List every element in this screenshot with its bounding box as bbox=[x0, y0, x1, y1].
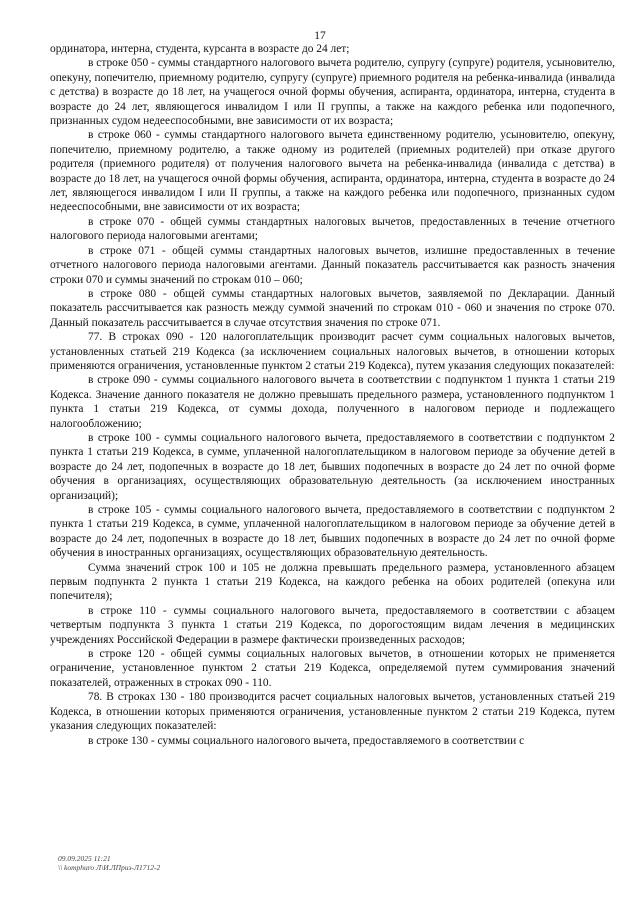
paragraph: ординатора, интерна, студента, курсанта в возрасте до 24 лет; bbox=[50, 43, 350, 55]
paragraph: в строке 071 - общей суммы стандартных налоговых вычетов, излишне предоставленных в течение отчетного налогового периода налоговыми агентами. Данный показатель рассчитывается как разность значения строки 070 и суммы значений по строкам 010 – 060; bbox=[50, 244, 615, 286]
paragraph: в строке 080 - общей суммы стандартных налоговых вычетов, заявляемой по Декларации. Данный показатель рассчитывается как разность между суммой значений по строкам 010 - 060 и значения по строке 070. Данный показатель рассчитывается в случае отсутствия значения по строке 071. bbox=[50, 287, 615, 329]
footer-file-path: \\ komphuro Л\И.ЛПриз-Л1712-2 bbox=[58, 863, 161, 872]
paragraph: Сумма значений строк 100 и 105 не должна превышать предельного размера, установленного абзацем первым подпункта 2 пункта 1 статьи 219 Кодекса, на каждого ребенка на обоих родителей (опекуна или попечителя); bbox=[50, 561, 615, 603]
paragraph: в строке 070 - общей суммы стандартных налоговых вычетов, предоставленных в течение отчетного налогового периода налоговыми агентами; bbox=[50, 215, 615, 243]
paragraph: в строке 050 - суммы стандартного налогового вычета родителю, супругу (супруге) родителя, усыновителю, опекуну, попечителю, приемному родителю, супругу (супруге) приемного родителя на ребенка-инвалида (инвалида с детства) в возрасте до 18 лет, на учащегося очной формы обучения, аспиранта, ординатора, интерна, студента в возрасте до 24 лет, являющегося инвалидом I или II группы, а также на каждого ребенка или подопечного, признанных судом недееспособными, вне зависимости от их возраста; bbox=[50, 57, 615, 128]
paragraph: в строке 090 - суммы социального налогового вычета в соответствии с подпунктом 1 пункта 1 статьи 219 Кодекса. Значение данного показателя не должно превышать предельного размера, установленного подпунктом 1 пункта 1 статьи 219 Кодекса, от суммы дохода, полученного в налоговом периоде и подлежащего налогообложению; bbox=[50, 374, 615, 430]
paragraph: в строке 130 - суммы социального налогового вычета, предоставляемого в соответствии с bbox=[88, 734, 525, 747]
page-number: 17 bbox=[314, 30, 326, 42]
paragraph: 77. В строках 090 - 120 налогоплательщик производит расчет сумм социальных налоговых вычетов, установленных статьей 219 Кодекса (за исключением социальных налоговых вычетов, в отношении которых применяются ограничения, установленные пунктом 2 статьи 219 Кодекса), путем указания следующих показателей: bbox=[50, 331, 615, 372]
paragraph: в строке 100 - суммы социального налогового вычета, предоставляемого в соответствии с подпунктом 2 пункта 1 статьи 219 Кодекса, в сумме, уплаченной налогоплательщиком в налоговом периоде за обучение детей в возрасте до 24 лет, подопечных в возрасте до 18 лет, бывших подопечных в возрасте до 24 лет по очной форме обучения в организациях, осуществляющих образовательную деятельность (за исключением иностранных организаций); bbox=[50, 431, 615, 502]
paragraph: в строке 110 - суммы социального налогового вычета, предоставляемого в соответствии с абзацем четвертым подпункта 3 пункта 1 статьи 219 Кодекса, по дорогостоящим видам лечения в медицинских учреждениях Российской Федерации в размере фактически произведенных расходов; bbox=[50, 604, 615, 646]
print-footer bbox=[58, 854, 160, 872]
paragraph: в строке 060 - суммы стандартного налогового вычета единственному родителю, усыновителю, опекуну, попечителю, приемному родителю, а также одному из родителей (приемных родителей) при отказе другого родителя (приемного родителя) от получения налогового вычета на ребенка-инвалида (инвалида с детства) в возрасте до 18 лет, на учащегося очной формы обучения, аспиранта, ординатора, интерна, студента в возрасте до 24 лет, являющегося инвалидом I или II группы, а также на каждого ребенка или подопечного, признанных судом недееспособными, вне зависимости от их возраста; bbox=[50, 129, 615, 214]
footer-timestamp: 09.09.2025 11:21 bbox=[58, 854, 111, 863]
paragraph: в строке 105 - суммы социального налогового вычета, предоставляемого в соответствии с подпунктом 2 пункта 1 статьи 219 Кодекса, в сумме, уплаченной налогоплательщиком в налоговом периоде за обучение детей в возрасте до 24 лет, подопечных в возрасте до 18 лет, бывших подопечных в возрасте до 24 лет по очной форме обучения в иностранных организациях, осуществляющих образовательную деятельность. bbox=[50, 504, 615, 560]
paragraph: 78. В строках 130 - 180 производится расчет социальных налоговых вычетов, установленных статьей 219 Кодекса, в отношении которых применяются ограничения, установленные пунктом 2 статьи 219 Кодекса, путем указания следующих показателей: bbox=[50, 691, 615, 733]
paragraph: в строке 120 - общей суммы социальных налоговых вычетов, в отношении которых не применяется ограничение, установленное пунктом 2 статьи 219 Кодекса, определяемой путем суммирования значений показателей, отраженных в строках 090 - 110. bbox=[50, 648, 615, 689]
document-body bbox=[50, 42, 615, 748]
